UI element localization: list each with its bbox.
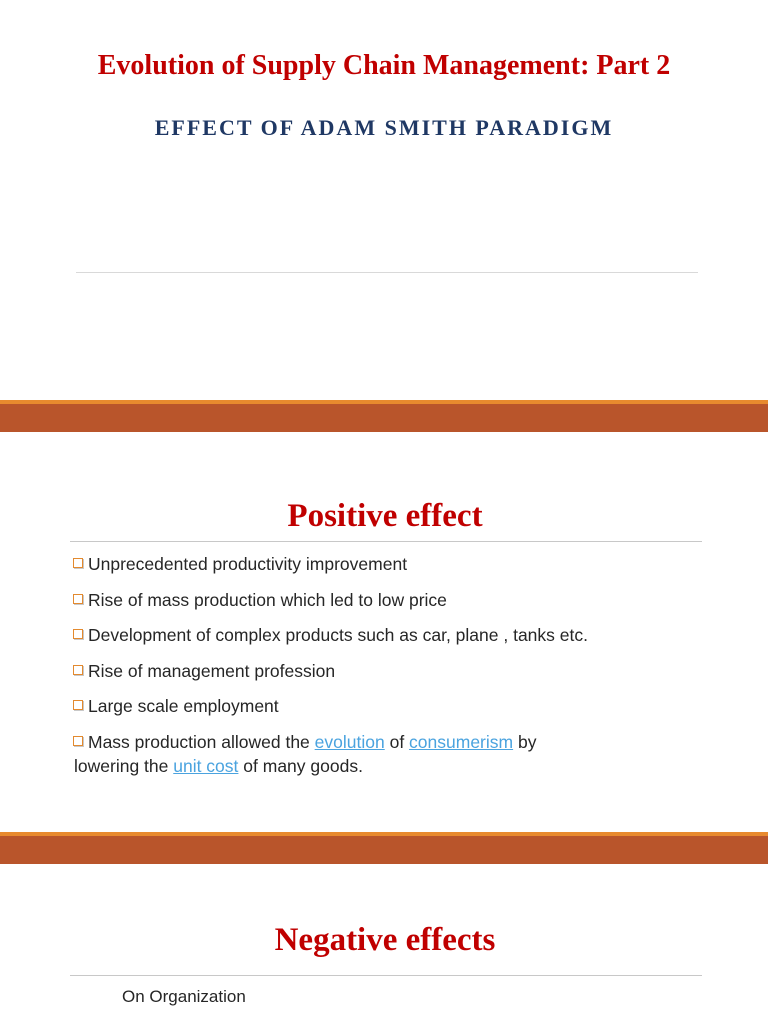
bullet-text: Mass production allowed the (88, 731, 315, 752)
divider-line (70, 541, 702, 542)
sub-label: On Organization (122, 987, 246, 1006)
presentation-subtitle: EFFECT OF ADAM SMITH PARADIGM (154, 115, 614, 140)
bullet-item (72, 659, 712, 683)
negative-effects-slide (0, 864, 768, 1024)
checkbox-bullet-icon (73, 594, 83, 604)
bullet-text: by (513, 731, 537, 752)
slide-separator (0, 832, 768, 864)
slide-separator (0, 400, 768, 432)
divider-line (70, 975, 702, 976)
bullet-item (72, 730, 712, 778)
bullet-text: Rise of mass production which led to low price (88, 589, 447, 610)
bullet-text: Large scale employment (88, 696, 279, 716)
bullet-continuation (74, 754, 712, 778)
divider-line (76, 272, 698, 273)
bullet-text: of (384, 731, 410, 752)
unit-cost-link[interactable]: unit cost (173, 755, 239, 776)
bullet-text: lowering the (74, 755, 174, 776)
checkbox-bullet-icon (73, 665, 83, 675)
consumerism-link[interactable]: consumerism (409, 731, 514, 752)
bullet-text: Development of complex products such as car, plane , tanks etc. (88, 625, 588, 645)
slide-heading: Positive effect (287, 498, 483, 534)
checkbox-bullet-icon (73, 736, 83, 746)
bullet-list (72, 552, 712, 778)
positive-effect-slide (0, 432, 768, 832)
checkbox-bullet-icon (73, 629, 83, 639)
presentation-title: Evolution of Supply Chain Management: Part 2 (97, 50, 671, 81)
bullet-item (72, 694, 712, 718)
bullet-text: of many goods. (238, 755, 363, 776)
bullet-item (72, 552, 712, 576)
slide-heading: Negative effects (274, 922, 496, 958)
bullet-text: Unprecedented productivity improvement (88, 554, 408, 574)
bullet-item (72, 623, 712, 647)
evolution-link[interactable]: evolution (314, 731, 385, 752)
checkbox-bullet-icon (73, 558, 83, 568)
checkbox-bullet-icon (73, 700, 83, 710)
bullet-text: Rise of management profession (88, 660, 336, 681)
title-slide (0, 0, 768, 400)
bullet-item (72, 588, 712, 612)
